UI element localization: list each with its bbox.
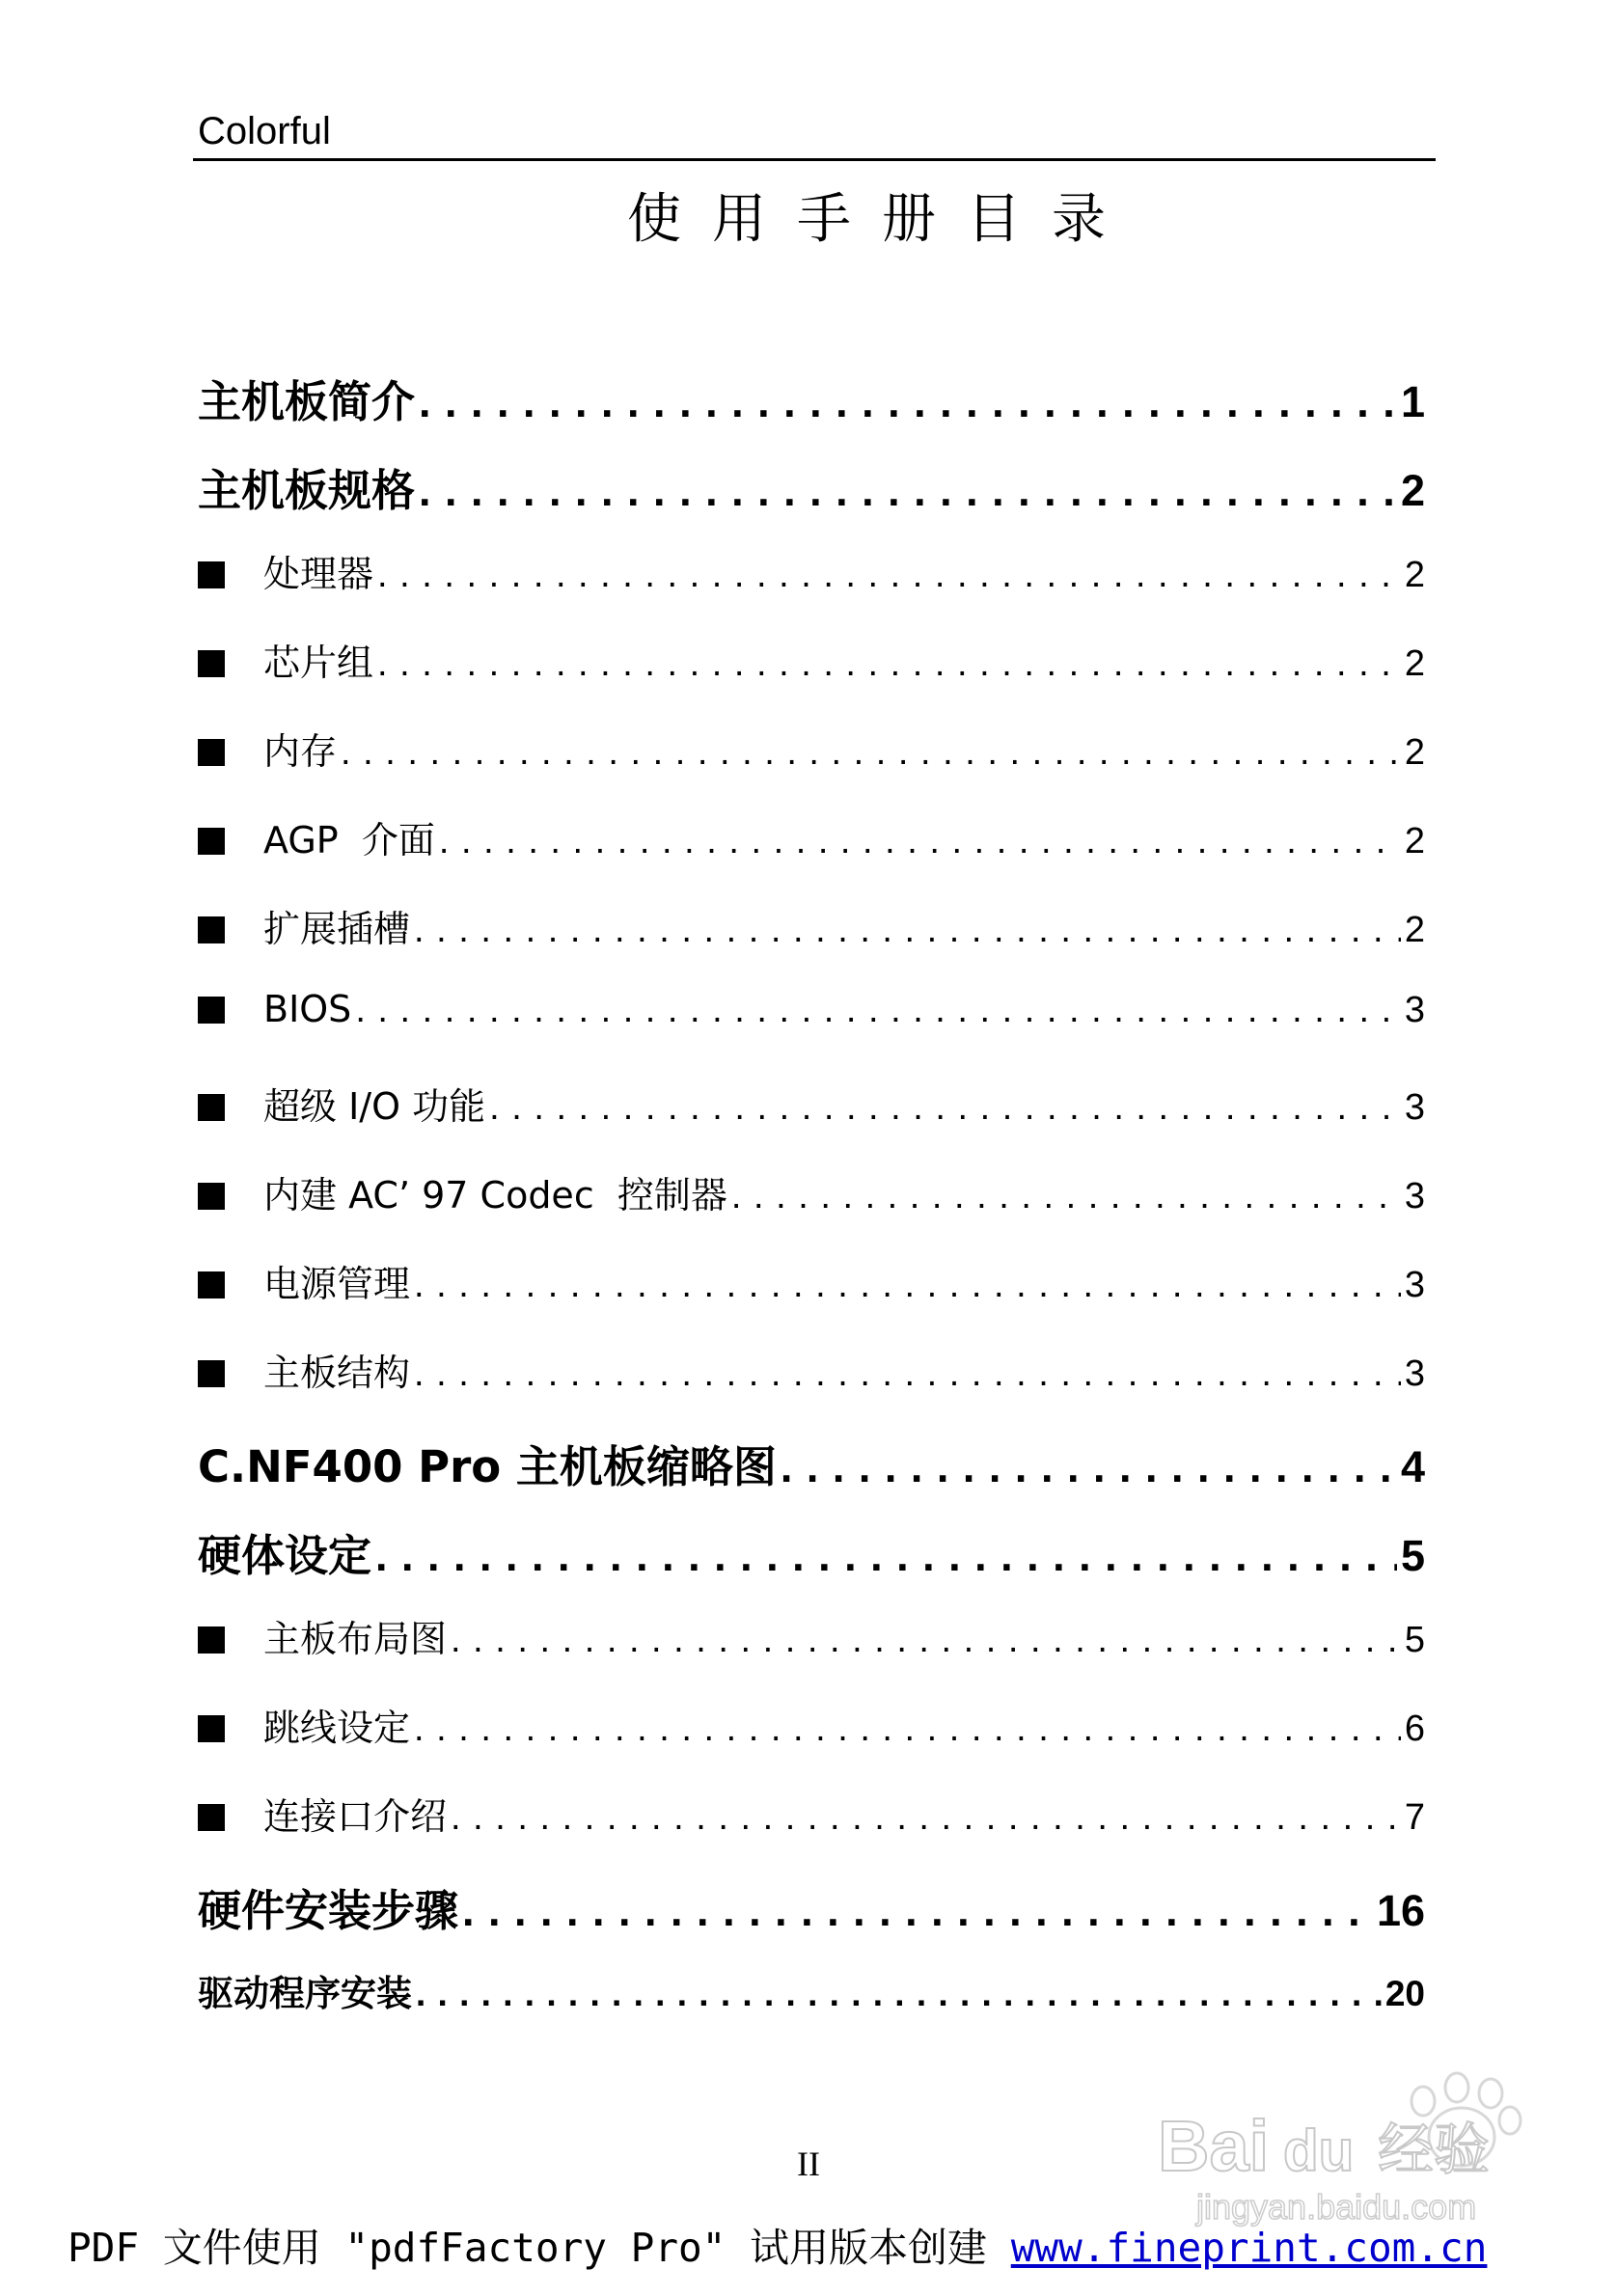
toc-entry-page: 3 bbox=[1404, 990, 1425, 1030]
toc-entry-page: 2 bbox=[1404, 643, 1425, 684]
toc-entry[interactable] bbox=[198, 810, 1425, 899]
toc-entry-page: 20 bbox=[1384, 1974, 1425, 2013]
square-bullet-icon bbox=[198, 1271, 225, 1298]
toc-dot-leader bbox=[355, 990, 1401, 1031]
toc-dot-leader bbox=[451, 1620, 1401, 1661]
toc-entry-page: 7 bbox=[1404, 1797, 1425, 1838]
toc-entry-page: 2 bbox=[1404, 555, 1425, 595]
toc-entry[interactable] bbox=[198, 1343, 1425, 1432]
toc-dot-leader bbox=[451, 1797, 1401, 1839]
toc-entry-title: 驱动程序安装 bbox=[198, 1973, 412, 2014]
toc-entry-page: 3 bbox=[1404, 1353, 1425, 1394]
toc-entry-title: 主板布局图 bbox=[263, 1618, 448, 1660]
toc-entry-page: 1 bbox=[1400, 377, 1425, 426]
toc-dot-leader bbox=[414, 1708, 1401, 1750]
toc-dot-leader bbox=[414, 910, 1401, 951]
square-bullet-icon bbox=[198, 997, 225, 1024]
toc-entry[interactable] bbox=[198, 722, 1425, 810]
square-bullet-icon bbox=[198, 650, 225, 677]
toc-dot-leader bbox=[781, 1442, 1397, 1492]
watermark-brand-du: du bbox=[1283, 2118, 1355, 2183]
toc-dot-leader bbox=[439, 821, 1401, 862]
toc-entry[interactable] bbox=[198, 1698, 1425, 1787]
toc-entry-title: 内建 AC’ 97 Codec 控制器 bbox=[263, 1174, 727, 1216]
header-rule bbox=[193, 158, 1436, 161]
toc-entry-page: 2 bbox=[1400, 466, 1425, 515]
square-bullet-icon bbox=[198, 1626, 225, 1654]
toc-dot-leader bbox=[419, 466, 1397, 516]
toc-entry-title: 硬体设定 bbox=[198, 1530, 372, 1581]
toc-entry-title: BIOS bbox=[263, 988, 352, 1030]
square-bullet-icon bbox=[198, 561, 225, 588]
toc-entry-page: 5 bbox=[1404, 1620, 1425, 1660]
toc-dot-leader bbox=[416, 1974, 1382, 2014]
toc-entry-page: 6 bbox=[1404, 1708, 1425, 1749]
toc-entry-page: 2 bbox=[1404, 821, 1425, 861]
watermark-url: jingyan.baidu.com bbox=[1196, 2187, 1477, 2227]
pdf-footer-text: PDF 文件使用 "pdfFactory Pro" 试用版本创建 bbox=[68, 2225, 1011, 2271]
fineprint-link[interactable]: www.fineprint.com.cn bbox=[1010, 2225, 1488, 2271]
toc-entry-title: 连接口介绍 bbox=[263, 1795, 448, 1838]
toc-entry-page: 5 bbox=[1400, 1531, 1425, 1580]
toc-entry[interactable] bbox=[198, 899, 1425, 988]
toc-entry-page: 2 bbox=[1404, 910, 1425, 950]
pdf-footer bbox=[68, 2219, 1573, 2277]
toc-entry[interactable] bbox=[198, 367, 1425, 455]
toc-entry[interactable] bbox=[198, 1254, 1425, 1343]
toc-entry[interactable] bbox=[198, 455, 1425, 544]
toc-dot-leader bbox=[375, 1531, 1397, 1581]
toc-entry[interactable] bbox=[198, 1520, 1425, 1609]
square-bullet-icon bbox=[198, 1094, 225, 1121]
baidu-jingyan-watermark bbox=[1138, 2055, 1544, 2238]
toc-entry-title: 主板结构 bbox=[263, 1352, 411, 1394]
square-bullet-icon bbox=[198, 828, 225, 855]
toc-entry-title: 电源管理 bbox=[263, 1263, 411, 1305]
square-bullet-icon bbox=[198, 1715, 225, 1742]
toc-entry-page: 3 bbox=[1404, 1176, 1425, 1216]
toc-dot-leader bbox=[414, 1265, 1401, 1306]
toc-entry-title: 芯片组 bbox=[263, 642, 374, 684]
page-title: 使用手册目录 bbox=[627, 188, 1137, 251]
toc-entry-title: 主机板简介 bbox=[198, 376, 416, 427]
square-bullet-icon bbox=[198, 739, 225, 766]
square-bullet-icon bbox=[198, 1360, 225, 1387]
toc-entry-page: 3 bbox=[1404, 1265, 1425, 1305]
page-number: II bbox=[797, 2145, 820, 2183]
toc-entry-page: 2 bbox=[1404, 732, 1425, 773]
toc-entry[interactable] bbox=[198, 988, 1425, 1077]
toc-entry[interactable] bbox=[198, 1964, 1425, 2053]
toc-entry-title: 处理器 bbox=[263, 553, 374, 595]
toc-dot-leader bbox=[419, 377, 1397, 427]
toc-entry-page: 4 bbox=[1400, 1442, 1425, 1491]
toc-entry-title: 硬件安装步骤 bbox=[198, 1885, 459, 1936]
toc-dot-leader bbox=[489, 1087, 1401, 1129]
toc-dot-leader bbox=[341, 732, 1401, 774]
toc-dot-leader bbox=[414, 1353, 1401, 1395]
toc-dot-leader bbox=[377, 555, 1401, 596]
square-bullet-icon bbox=[198, 1183, 225, 1210]
watermark-suffix: 经验 bbox=[1378, 2117, 1491, 2182]
toc-entry-title: AGP 介面 bbox=[263, 819, 435, 861]
toc-entry[interactable] bbox=[198, 1787, 1425, 1875]
square-bullet-icon bbox=[198, 1804, 225, 1831]
toc-dot-leader bbox=[731, 1176, 1401, 1217]
toc-entry[interactable] bbox=[198, 1077, 1425, 1165]
toc-list bbox=[198, 367, 1425, 2053]
toc-entry[interactable] bbox=[198, 1165, 1425, 1254]
header-brand: Colorful bbox=[198, 110, 331, 152]
toc-entry-title: 主机板规格 bbox=[198, 465, 416, 516]
toc-entry[interactable] bbox=[198, 633, 1425, 722]
toc-entry[interactable] bbox=[198, 1432, 1425, 1520]
toc-entry-title: 跳线设定 bbox=[263, 1707, 411, 1749]
toc-entry-page: 3 bbox=[1404, 1087, 1425, 1128]
square-bullet-icon bbox=[198, 916, 225, 943]
toc-entry[interactable] bbox=[198, 544, 1425, 633]
toc-entry-title: C.NF400 Pro 主机板缩略图 bbox=[198, 1441, 777, 1492]
toc-entry-title: 扩展插槽 bbox=[263, 908, 411, 950]
toc-dot-leader bbox=[462, 1886, 1373, 1936]
toc-entry-title: 内存 bbox=[263, 730, 338, 773]
toc-entry[interactable] bbox=[198, 1609, 1425, 1698]
toc-dot-leader bbox=[377, 643, 1401, 685]
toc-entry-title: 超级 I/O 功能 bbox=[263, 1085, 486, 1128]
toc-entry-page: 16 bbox=[1376, 1886, 1425, 1935]
watermark-brand: Bai bbox=[1158, 2106, 1270, 2186]
toc-entry[interactable] bbox=[198, 1875, 1425, 1964]
